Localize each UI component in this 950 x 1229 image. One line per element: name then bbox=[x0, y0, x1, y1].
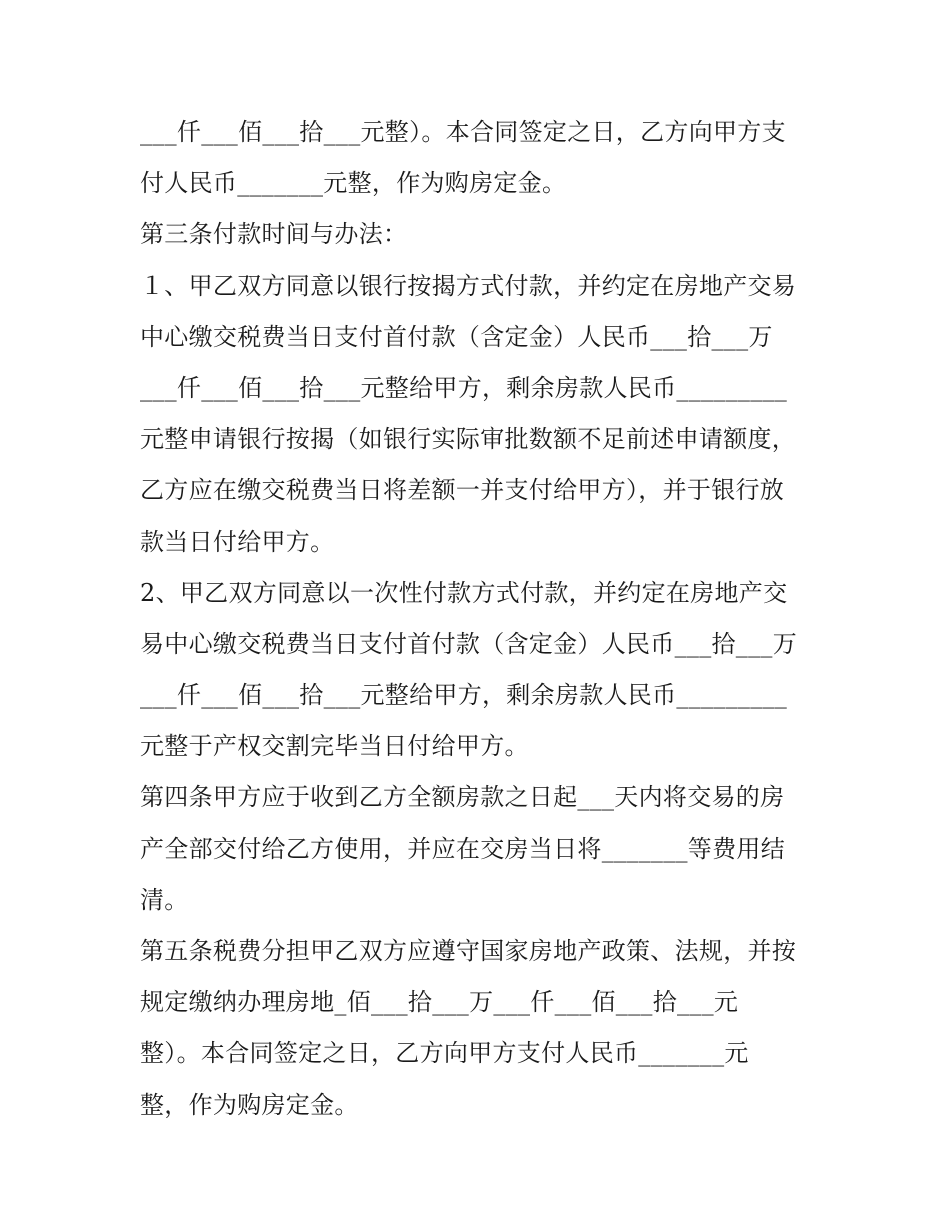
text-line: 中心缴交税费当日支付首付款（含定金）人民币___拾___万 bbox=[140, 322, 773, 351]
text-line: 付人民币_______元整，作为购房定金。 bbox=[140, 169, 567, 198]
text-line: 清。 bbox=[140, 885, 189, 914]
text-line: ___仟___佰___拾___元整给甲方，剩余房款人民币_________ bbox=[140, 681, 788, 710]
text-line: 元整申请银行按揭（如银行实际审批数额不足前述申请额度， bbox=[140, 425, 797, 454]
section-heading: 第五条税费分担甲乙双方应遵守国家房地产政策、法规，并按 bbox=[140, 937, 797, 965]
text-line: ___仟___佰___拾___元整给甲方，剩余房款人民币_________ bbox=[140, 373, 788, 402]
text-line: 整）。本合同签定之日，乙方向甲方支付人民币_______元 bbox=[140, 1039, 749, 1068]
text-line: 产全部交付给乙方使用，并应在交房当日将_______等费用结 bbox=[140, 834, 785, 863]
text-line: 易中心缴交税费当日支付首付款（含定金）人民币___拾___万 bbox=[140, 629, 797, 658]
text-line: 元整于产权交割完毕当日付给甲方。 bbox=[140, 732, 529, 761]
text-line: 款当日付给甲方。 bbox=[140, 527, 335, 556]
text-line: 乙方应在缴交税费当日将差额一并支付给甲方），并于银行放 bbox=[140, 476, 785, 505]
section-heading: 第四条甲方应于收到乙方全额房款之日起___天内将交易的房 bbox=[140, 783, 785, 812]
text-line: １、甲乙双方同意以银行按揭方式付款，并约定在房地产交易 bbox=[140, 271, 797, 300]
text-line: 2、甲乙双方同意以一次性付款方式付款，并约定在房地产交 bbox=[140, 578, 788, 607]
text-line: 规定缴纳办理房地_佰___拾___万___仟___佰___拾___元 bbox=[140, 988, 739, 1017]
text-line: ___仟___佰___拾___元整）。本合同签定之日，乙方向甲方支 bbox=[140, 118, 786, 146]
section-heading: 第三条付款时间与办法： bbox=[140, 220, 408, 249]
contract-text bbox=[140, 107, 820, 1131]
text-line: 整，作为购房定金。 bbox=[140, 1090, 359, 1119]
